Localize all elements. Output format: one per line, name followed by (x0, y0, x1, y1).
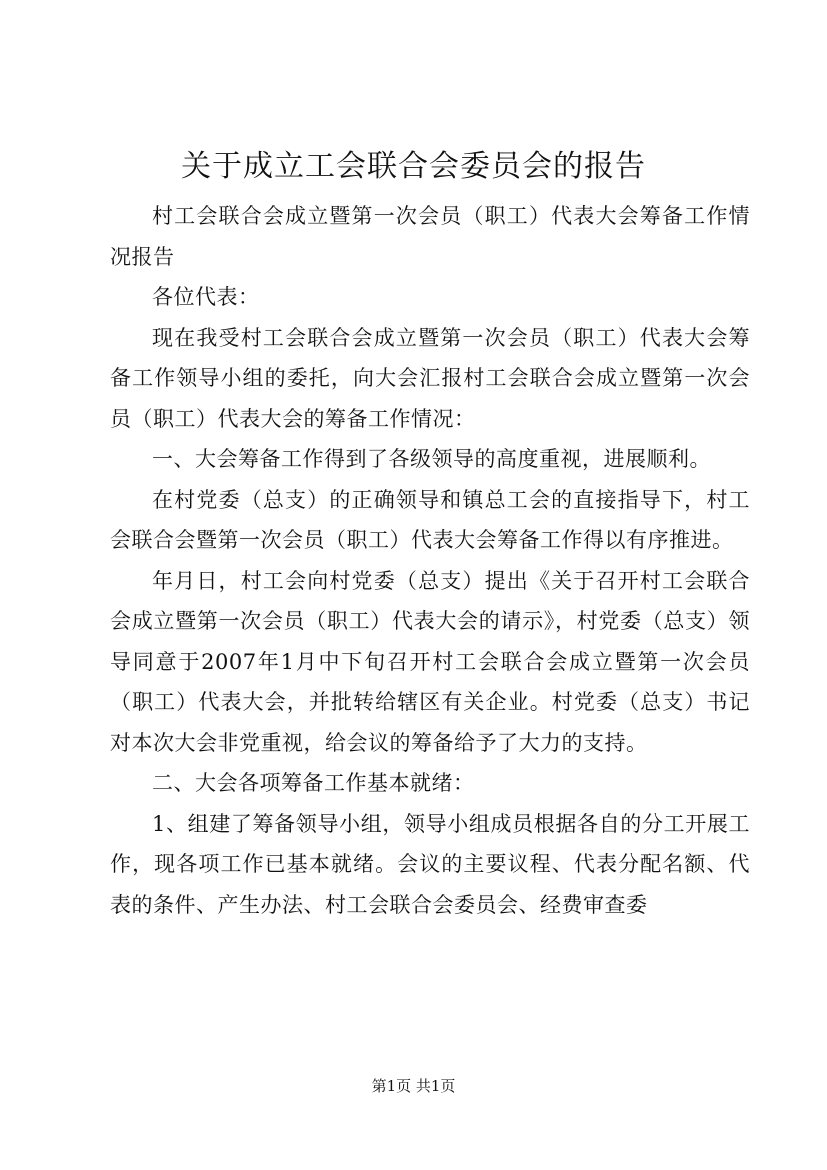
paragraph-report-heading: 村工会联合会成立暨第一次会员（职工）代表大会筹备工作情况报告 (110, 204, 750, 269)
document-title: 关于成立工会联合会委员会的报告 (181, 149, 646, 184)
paragraph-leadership: 在村党委（总支）的正确领导和镇总工会的直接指导下，村工会联合会暨第一次会员（职工）代表大会筹备工作得以有序推进。 (110, 487, 750, 552)
document-body (110, 196, 750, 925)
paragraph-preparation-group: 1、组建了筹备领导小组，领导小组成员根据各自的分工开展工作，现各项工作已基本就绪。会议的主要议程、代表分配名额、代表的条件、产生办法、村工会联合会委员会、经费审查委 (110, 811, 750, 917)
paragraph-section-two-heading: 二、大会各项筹备工作基本就绪： (152, 771, 475, 795)
page-number-footer: 第1页 共1页 (371, 1077, 456, 1095)
paragraph-introduction: 现在我受村工会联合会成立暨第一次会员（职工）代表大会筹备工作领导小组的委托，向大会汇报村工会联合会成立暨第一次会员（职工）代表大会的筹备工作情况： (110, 325, 750, 431)
paragraph-section-one-heading: 一、大会筹备工作得到了各级领导的高度重视，进展顺利。 (152, 447, 711, 471)
paragraph-request: 年月日，村工会向村党委（总支）提出《关于召开村工会联合会成立暨第一次会员（职工）代表大会的请示》，村党委（总支）领导同意于2007年1月中下旬召开村工会联合会成立暨第一次会员（职工）代表大会，并批转给辖区有关企业。村党委（总支）书记对本次大会非党重视，给会议的筹备给予了大力的支持。 (110, 568, 750, 755)
paragraph-salutation: 各位代表： (152, 285, 260, 309)
